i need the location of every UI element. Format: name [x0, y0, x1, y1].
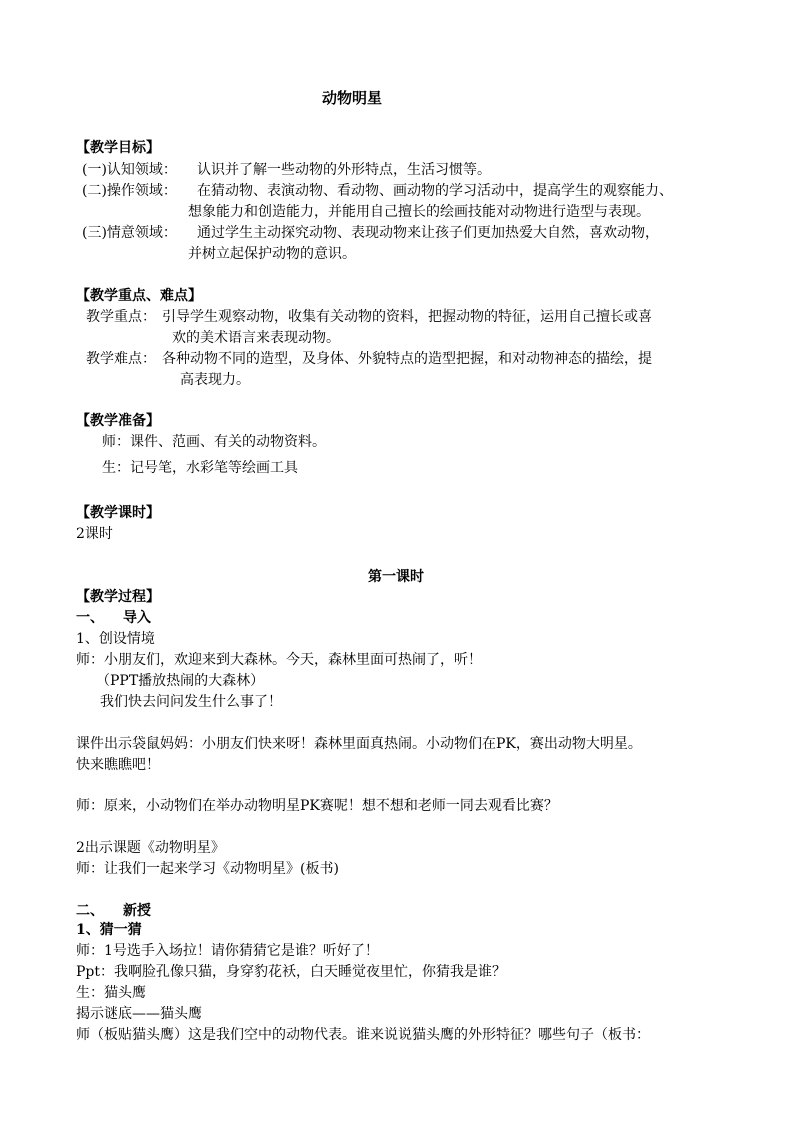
- section-2-line-1: 师：1号选手入场拉！请你猜猜它是谁？听好了！: [76, 943, 379, 959]
- document-title: 动物明星: [321, 89, 382, 107]
- section-2-number: 二、: [76, 903, 104, 919]
- section-1-name: 导入: [123, 610, 151, 626]
- section-1-line-8: 2出示课题《动物明星》: [76, 840, 225, 856]
- section-2-name: 新授: [123, 903, 151, 919]
- focus-label: 教学重点：: [86, 309, 156, 325]
- section-2-subheading: 1、猜一猜: [76, 922, 142, 938]
- objective-3-text-line1: 通过学生主动探究动物、表现动物来让孩子们更加热爱大自然，喜欢动物，: [197, 225, 659, 241]
- objective-2-label: (二)操作领域：: [82, 183, 177, 199]
- section-1-line-9: 师：让我们一起来学习《动物明星》(板书): [76, 861, 339, 877]
- section-2-line-5: 师（板贴猫头鹰）这是我们空中的动物代表。谁来说说猫头鹰的外形特征？哪些句子（板书：: [76, 1027, 650, 1043]
- key-points-heading: 【教学重点、难点】: [76, 288, 202, 304]
- section-2-line-2: Ppt：我啊脸孔像只猫，身穿豹花袄，白天睡觉夜里忙，你猜我是谁？: [76, 964, 507, 980]
- section-1-line-7: 师：原来，小动物们在举办动物明星PK赛呢！想不想和老师一同去观看比赛？: [76, 798, 558, 814]
- objective-1-label: (一)认知领域：: [82, 162, 177, 178]
- preparation-heading: 【教学准备】: [76, 413, 160, 429]
- objective-2-text-line2: 想象能力和创造能力，并能用自己擅长的绘画技能对动物进行造型与表现。: [188, 204, 650, 220]
- focus-text-line2: 欢的美术语言来表现动物。: [172, 330, 340, 346]
- difficulty-text-line1: 各种动物不同的造型，及身体、外貌特点的造型把握，和对动物神态的描绘，提: [162, 351, 652, 367]
- hours-value: 2课时: [76, 526, 113, 542]
- objectives-heading: 【教学目标】: [76, 140, 160, 156]
- section-1-line-3: （PPT播放热闹的大森林）: [96, 673, 265, 689]
- hours-heading: 【教学课时】: [76, 505, 160, 521]
- lesson-title: 第一课时: [368, 569, 424, 585]
- difficulty-text-line2: 高表现力。: [180, 372, 250, 388]
- objective-3-label: (三)情意领域：: [82, 225, 177, 241]
- section-2-line-4: 揭示谜底——猫头鹰: [76, 1006, 202, 1022]
- objective-1-text: 认识并了解一些动物的外形特点，生活习惯等。: [197, 162, 491, 178]
- section-1-line-1: 1、创设情境: [76, 631, 155, 647]
- preparation-teacher: 师：课件、范画、有关的动物资料。: [102, 434, 326, 450]
- section-1-line-6: 快来瞧瞧吧！: [76, 757, 160, 773]
- section-1-line-4: 我们快去问问发生什么事了！: [100, 694, 282, 710]
- preparation-student: 生：记号笔，水彩笔等绘画工具: [102, 460, 298, 476]
- section-1-line-5: 课件出示袋鼠妈妈：小朋友们快来呀！森林里面真热闹。小动物们在PK，赛出动物大明星。: [76, 736, 642, 752]
- objective-3-text-line2: 并树立起保护动物的意识。: [188, 246, 356, 262]
- section-1-line-2: 师：小朋友们，欢迎来到大森林。今天，森林里面可热闹了，听！: [76, 652, 482, 668]
- section-2-line-3: 生：猫头鹰: [76, 985, 146, 1001]
- focus-text-line1: 引导学生观察动物，收集有关动物的资料，把握动物的特征，运用自己擅长或喜: [162, 309, 652, 325]
- process-heading: 【教学过程】: [76, 589, 160, 605]
- section-1-number: 一、: [76, 610, 104, 626]
- difficulty-label: 教学难点：: [86, 351, 156, 367]
- objective-2-text-line1: 在猜动物、表演动物、看动物、画动物的学习活动中，提高学生的观察能力、: [197, 183, 673, 199]
